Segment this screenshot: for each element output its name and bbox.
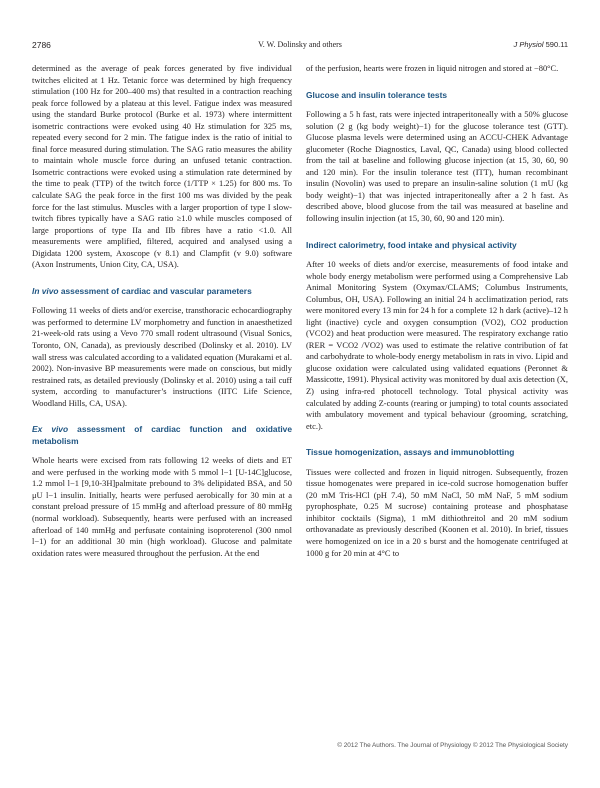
copyright-footer: © 2012 The Authors. The Journal of Physiology © 2012 The Physiological Society (337, 742, 568, 749)
section-heading: Ex vivo assessment of cardiac function and oxidative metabolism (32, 424, 292, 446)
journal-citation (514, 38, 569, 52)
paragraph: Following a 5 h fast, rats were injected intraperitoneally with a 50% glucose solution (2 g (kg body weight)−1) for the glucose tolerance test (GTT). Glucose plasma levels were determined using an ACCU-CHEK Advantage glucometer (Roche Diagnostics, Laval, QC, Canada) using blood collected from the tail at baseline and following glucose injection (at 15, 30, 60, 90 and 120 min). For the insulin tolerance test (ITT), human recombinant insulin (Novolin) was used to prepare an insulin-saline solution (1 mU (kg body weight)−1) that was injected intraperitoneally after a 2 h fast. As described above, blood glucose from the tail was measured at baseline and following insulin injection (at 15, 30, 60, 90 and 120 min). (306, 109, 568, 223)
section-heading: Tissue homogenization, assays and immunoblotting (306, 447, 515, 458)
journal-name: J Physiol (513, 40, 544, 49)
right-column (306, 63, 568, 559)
section-heading: Glucose and insulin tolerance tests (306, 89, 448, 100)
paragraph: Tissues were collected and frozen in liquid nitrogen. Subsequently, frozen tissue homogenates were prepared in ice-cold sucrose homogenation buffer (20 mM Tris-HCl (pH 7.4), 50 mM NaCl, 50 mM NaF, 5 mM sodium pyrophosphate, 0.25 M sucrose) containing protease and phosphatase inhibitor cocktails (Sigma), 1 mM dithiothreitol and 20 mM sodium orthovanadate as previously described (Koonen et al. 2010). In brief, tissues were homogenized on ice in a 20 s burst and the homogenate centrifuged at 1000 g for 20 min at 4°C to (306, 466, 568, 558)
section-heading: Indirect calorimetry, food intake and physical activity (306, 239, 517, 250)
page-number: 2786 (32, 40, 51, 50)
running-header (32, 38, 568, 52)
section-heading: In vivo assessment of cardiac and vascular parameters (32, 285, 252, 296)
paragraph: determined as the average of peak forces generated by five individual twitches elicited at 1 Hz. Tetanic force was determined by high frequency stimulation (100 Hz for 200–400 ms) that resulted in a contraction reaching peak force followed by a plateau at this level. Fatigue index was measured using the standard Burke protocol (Burke et al. 1973) where intermittent isometric contractions were evoked using 40 Hz stimulation for 325 ms, repeated every second for 2 min. The fatigue index is the ratio of initial to final force measured during stimulation. The SAG ratio measures the ability to maintain whole muscle force during an unfused tetanic contraction. Isometric contractions were evoked using a stimulation rate determined by the time to peak (TTP) of the twitch force (1/TTP × 1.25) for 800 ms. To calculate SAG the peak force in the first 100 ms was divided by the peak force for the last stimulus. Muscles with a larger proportion of type I slow-twitch fibres typically have a SAG ratio ≥1.0 while muscles composed of large proportions of type IIa and IIb fibres have a ratio <1.0. All measurements were amplified, filtered, acquired and analysed using a Digidata 1200 system, Axoscope (v 8.1) and Clampfit (v 9.0) software (Axon Instruments, Union City, CA, USA). (32, 63, 292, 270)
paragraph: Following 11 weeks of diets and/or exercise, transthoracic echocardiography was performed to determine LV morphometry and function in anaesthetized 21-week-old rats using a Vevo 770 small rodent ultrasound (Visual Sonics, Toronto, ON, Canada), as previously described (Dolinsky et al. 2010). LV wall stress was calculated according to a validated equation (Murakami et al. 2002). Non-invasive BP measurements were made on conscious, but midly restrained rats, as detailed previously (Dolinsky et al. 2010) using a tail cuff system, according to manufacturer’s instructions (IITC Life Science, Woodland Hills, CA, USA). (32, 305, 292, 408)
left-column (32, 63, 292, 559)
running-authors: V. W. Dolinsky and others (258, 40, 342, 49)
paragraph: Whole hearts were excised from rats following 12 weeks of diets and ET and were perfused in the working mode with 5 mmol l−1 [U-14C]glucose, 1.2 mmol l−1 [9,10-3H]palmitate prebound to 3% delipidated BSA, and 50 μU l−1 insulin. Initially, hearts were perfused aerobically for 30 min at a constant preload pressure of 15 mmHg and afterload pressure of 80 mmHg (normal workload). Subsequently, hearts were perfused with an increased afterload of 140 mmHg and perfusate containing isoproterenol (300 nmol l−1) for an additional 30 min (high workload). Glucose and palmitate oxidation rates were measured throughout the perfusion. At the end (32, 455, 292, 558)
journal-volume: 590.11 (545, 40, 568, 49)
paragraph: of the perfusion, hearts were frozen in liquid nitrogen and stored at −80°C. (306, 63, 559, 73)
paragraph: After 10 weeks of diets and/or exercise, measurements of food intake and whole body energy metabolism were performed using a Comprehensive Lab Animal Monitoring System (Oxymax/CLAMS; Columbus Instruments, Columbus, OH, USA). Following an initial 24 h acclimatization period, rats were monitored every 13 min for 24 h for a complete 12 h dark (active)–12 h light (inactive) cycle and oxygen consumption (VO2), CO2 production (VCO2) and heat production were measured. The respiratory exchange ratio (RER = VCO2 /VO2) was used to estimate the relative contribution of fat and carbohydrate to whole-body energy metabolism in rats in vivo. Lipid and glucose oxidation were calculated using validated equations (Peronnet & Massicotte, 1991). Physical activity was monitored by dual axis detection (X, Z) using infra-red photocell technology. Total physical activity was calculated by adding Z-counts (rearing or jumping) to total counts associated with ambulatory movement and typical behaviour (grooming, scratching, etc.). (306, 259, 568, 431)
